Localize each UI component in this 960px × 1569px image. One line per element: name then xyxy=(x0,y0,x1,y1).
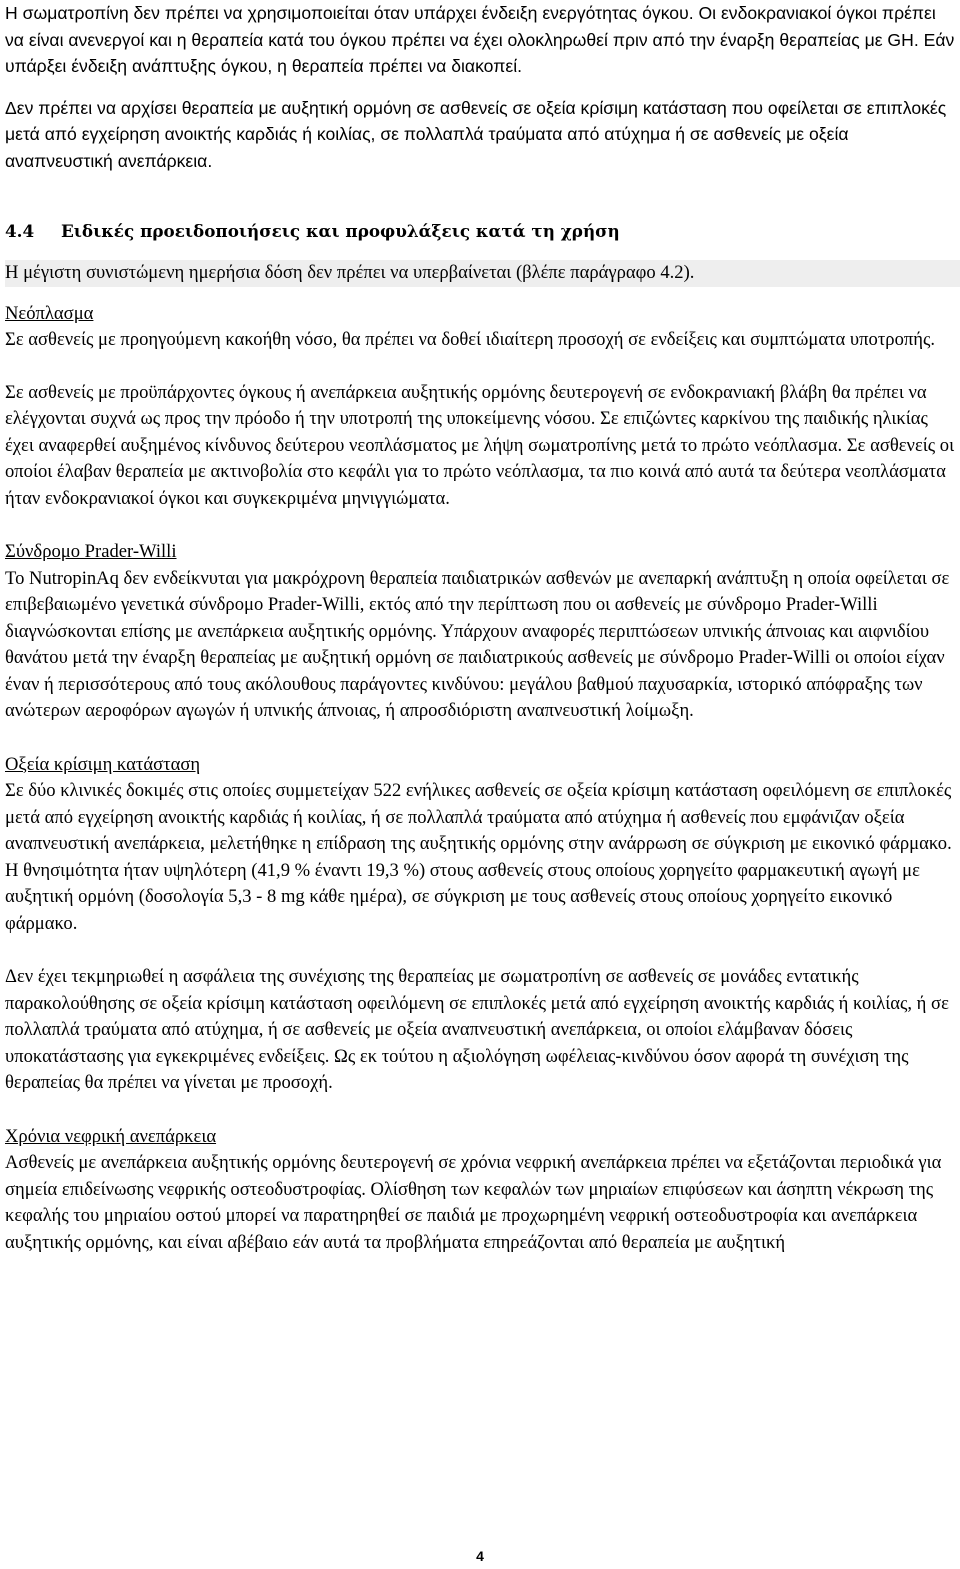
block-critical-illness xyxy=(5,752,955,938)
section-title: Ειδικές προειδοποιήσεις και προφυλάξεις κατά τη χρήση xyxy=(61,221,620,241)
paragraph-critical-illness-2: Δεν έχει τεκμηριωθεί η ασφάλεια της συνέχισης της θεραπείας με σωματροπίνη σε ασθενείς σε μονάδες εντατικής παρακολούθησης σε οξεία κρίσιμη κατάσταση οφειλόμενη σε επιπλοκές μετά από εγχείρηση ανοικτής καρδιάς ή κοιλίας, ή σε πολλαπλά τραύματα από ατύχημα, ή σε ασθενείς με οξεία αναπνευστική ανεπάρκεια, οι οποίοι ελάμβαναν δόσεις υποκατάστασης για εγκεκριμένες ενδείξεις. Ως εκ τούτου η αξιολόγηση ωφέλειας-κινδύνου όσον αφορά τη συνέχιση της θεραπείας θα πρέπει να γίνεται με προσοχή. xyxy=(5,966,949,1093)
subheading-neoplasm: Νεόπλασμα xyxy=(5,302,94,324)
paragraph-neoplasm-1: Σε ασθενείς με προηγούμενη κακοήθη νόσο, θα πρέπει να δοθεί ιδιαίτερη προσοχή σε ενδείξεις και συμπτώματα υποτροπής. xyxy=(5,329,935,350)
paragraph-max-dose: Η μέγιστη συνιστώμενη ημερήσια δόση δεν πρέπει να υπερβαίνεται (βλέπε παράγραφο 4.2). xyxy=(5,260,960,287)
paragraph-prader-willi: Το NutropinAq δεν ενδείκνυται για μακρόχρονη θεραπεία παιδιατρικών ασθενών με ανεπαρκή ανάπτυξη η οποία οφείλεται σε επιβεβαιωμένο γενετικά σύνδρομο Prader-Willi, εκτός από την περίπτωση που οι ασθενείς με σύνδρομο Prader-Willi διαγνώσκονται επίσης με ανεπάρκεια αυξητικής ορμόνης. Υπάρχουν αναφορές περιπτώσεων υπνικής άπνοιας και αιφνιδίου θανάτου μετά την έναρξη θεραπείας με αυξητική ορμόνη σε παιδιατρικούς ασθενείς με σύνδρομο Prader-Willi οι οποίοι είχαν έναν ή περισσότερους από τους ακόλουθους παράγοντες κινδύνου: μεγάλου βαθμού παχυσαρκία, ιστορικό απόφραξης των ανώτερων αεροφόρων αγωγών ή υπνικής άπνοιας, ή απροσδιόριστη αναπνευστική λοίμωξη. xyxy=(5,567,950,721)
block-neoplasm-1 xyxy=(5,301,955,354)
paragraph-critical-illness-contraindication: Δεν πρέπει να αρχίσει θεραπεία με αυξητική ορμόνη σε ασθενείς σε οξεία κρίσιμη κατάσταση που οφείλεται σε επιπλοκές μετά από εγχείρηση ανοικτής καρδιάς ή κοιλίας, σε πολλαπλά τραύματα από ατύχημα ή σε ασθενείς με οξεία αναπνευστική ανεπάρκεια. xyxy=(5,97,947,171)
document-page xyxy=(5,0,955,1256)
paragraph-neoplasm-2: Σε ασθενείς με προϋπάρχοντες όγκους ή ανεπάρκεια αυξητικής ορμόνης δευτερογενή σε ενδοκρανιακή βλάβη θα πρέπει να ελέγχονται συχνά ως προς την πρόοδο ή την υποτροπή της υποκείμενης νόσου. Σε επιζώντες καρκίνου της παιδικής ηλικίας έχει αναφερθεί αυξημένος κίνδυνος δεύτερου νεοπλάσματος με λήψη σωματροπίνης μετά το πρώτο νεόπλασμα. Σε ασθενείς οι οποίοι έλαβαν θεραπεία με ακτινοβολία στο κεφάλι για το πρώτο νεόπλασμα, τα πιο κοινά από αυτά τα δεύτερα νεοπλάσματα ήταν ενδοκρανιακοί όγκοι και συγκεκριμένα μηνιγγιώματα. xyxy=(5,381,955,509)
subheading-renal: Χρόνια νεφρική ανεπάρκεια xyxy=(5,1125,217,1147)
paragraph-renal: Ασθενείς με ανεπάρκεια αυξητικής ορμόνης δευτερογενή σε χρόνια νεφρική ανεπάρκεια πρέπει να εξετάζονται περιοδικά για σημεία επιδείνωσης νεφρικής οστεοδυστροφίας. Ολίσθηση των κεφαλών των μηριαίων επιφύσεων και άσηπτη νέκρωση της κεφαλής του μηριαίου οστού μπορεί να παρατηρηθεί σε παιδιά με προχωρημένη νεφρική οστεοδυστροφία και ανεπάρκεια αυξητικής ορμόνης, και είναι αβέβαιο εάν αυτά τα προβλήματα επηρεάζονται από θεραπεία με αυξητική xyxy=(5,1152,942,1253)
section-number: 4.4 xyxy=(5,221,35,241)
section-heading-4-4 xyxy=(5,218,955,244)
page-number: 4 xyxy=(476,1548,484,1564)
subheading-critical-illness: Οξεία κρίσιμη κατάσταση xyxy=(5,753,201,775)
block-prader-willi xyxy=(5,539,955,725)
block-renal xyxy=(5,1124,955,1257)
paragraph-tumor-activity: Η σωματροπίνη δεν πρέπει να χρησιμοποιείται όταν υπάρχει ένδειξη ενεργότητας όγκου. Οι ενδοκρανιακοί όγκοι πρέπει να είναι ανενεργοί και η θεραπεία κατά του όγκου πρέπει να έχει ολοκληρωθεί πριν από την έναρξη θεραπείας με GH. Εάν υπάρξει ένδειξη ανάπτυξης όγκου, η θεραπεία πρέπει να διακοπεί. xyxy=(5,3,955,76)
paragraph-critical-illness-1: Σε δύο κλινικές δοκιμές στις οποίες συμμετείχαν 522 ενήλικες ασθενείς σε οξεία κρίσιμη κατάσταση οφειλόμενη σε επιπλοκές μετά από εγχείρηση ανοικτής καρδιάς ή κοιλίας, ή σε πολλαπλά τραύματα από ατύχημα ή ασθενείς που εμφάνιζαν οξεία αναπνευστική ανεπάρκεια, μελετήθηκε η επίδραση της αυξητικής ορμόνης στην ανάρρωση σε σύγκριση με εικονικό φάρμακο. Η θνησιμότητα ήταν υψηλότερη (41,9 % έναντι 19,3 %) στους ασθενείς στους οποίους χορηγείτο φαρμακευτική αγωγή με αυξητική ορμόνη (δοσολογία 5,3 - 8 mg κάθε ημέρα), σε σύγκριση με τους ασθενείς στους οποίους χορηγείτο εικονικό φάρμακο. xyxy=(5,780,952,934)
subheading-prader-willi: Σύνδρομο Prader-Willi xyxy=(5,541,177,562)
